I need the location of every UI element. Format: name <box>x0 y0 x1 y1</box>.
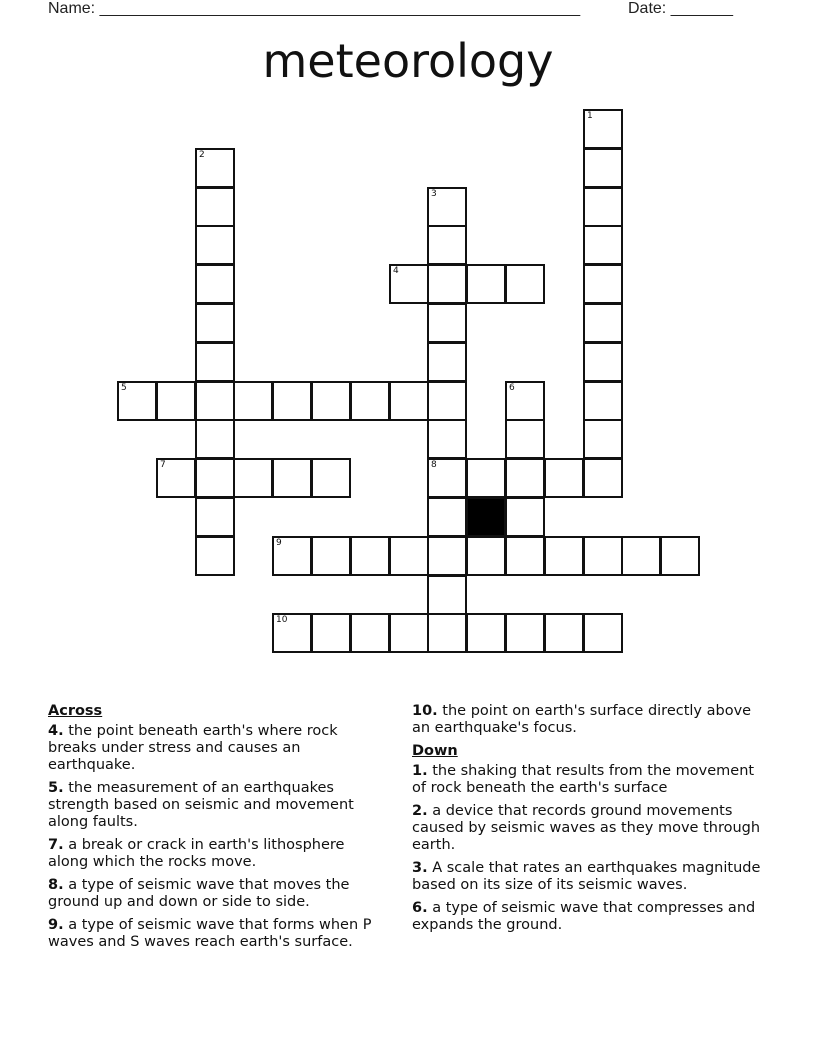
crossword-cell[interactable] <box>195 303 235 343</box>
crossword-cell[interactable] <box>156 458 196 498</box>
clue-number: 5. <box>48 780 64 796</box>
clue-text: the shaking that results from the movement of rock beneath the earth's surface <box>412 763 755 796</box>
crossword-cell[interactable] <box>233 381 273 421</box>
crossword-cell[interactable] <box>660 536 700 576</box>
clue-number: 1. <box>412 763 428 779</box>
date-field-label: Date: _______ <box>628 0 733 17</box>
cell-number: 3 <box>431 189 437 199</box>
across-clue <box>48 917 388 951</box>
crossword-cell[interactable] <box>195 225 235 265</box>
crossword-cell[interactable] <box>466 536 506 576</box>
crossword-cell[interactable] <box>272 613 312 653</box>
crossword-cell[interactable] <box>195 458 235 498</box>
crossword-cell[interactable] <box>466 613 506 653</box>
crossword-cell[interactable] <box>195 264 235 304</box>
down-clue <box>412 803 772 854</box>
cell-number: 5 <box>121 383 127 393</box>
clue-number: 10. <box>412 703 438 719</box>
name-field-label: Name: ______________________________________________________ <box>48 0 581 17</box>
crossword-cell[interactable] <box>427 225 467 265</box>
clue-number: 6. <box>412 900 428 916</box>
crossword-cell[interactable] <box>427 342 467 382</box>
clue-number: 7. <box>48 837 64 853</box>
clue-number: 8. <box>48 877 64 893</box>
crossword-cell[interactable] <box>389 381 429 421</box>
crossword-cell[interactable] <box>195 148 235 188</box>
crossword-cell[interactable] <box>505 613 545 653</box>
crossword-cell[interactable] <box>427 303 467 343</box>
crossword-cell[interactable] <box>466 458 506 498</box>
crossword-cell[interactable] <box>195 419 235 459</box>
clue-text: a break or crack in earth's lithosphere along which the rocks move. <box>48 837 345 870</box>
across-clue <box>48 837 388 871</box>
crossword-cell[interactable] <box>583 381 623 421</box>
crossword-cell[interactable] <box>311 458 351 498</box>
crossword-cell[interactable] <box>195 381 235 421</box>
crossword-cell[interactable] <box>427 458 467 498</box>
down-clue <box>412 763 772 797</box>
crossword-cell[interactable] <box>505 497 545 537</box>
down-clue <box>412 860 772 894</box>
cell-number: 2 <box>199 150 205 160</box>
crossword-cell[interactable] <box>583 458 623 498</box>
crossword-cell[interactable] <box>427 536 467 576</box>
crossword-cell[interactable] <box>544 613 584 653</box>
crossword-cell[interactable] <box>195 342 235 382</box>
down-clue <box>412 900 772 934</box>
across-clue <box>412 703 772 737</box>
across-clue <box>48 780 388 831</box>
across-clue <box>48 723 388 774</box>
cell-number: 7 <box>160 460 166 470</box>
crossword-cell[interactable] <box>350 381 390 421</box>
crossword-cell[interactable] <box>272 458 312 498</box>
crossword-cell[interactable] <box>427 575 467 615</box>
page-title: meteorology <box>262 34 554 88</box>
crossword-cell[interactable] <box>233 458 273 498</box>
crossword-cell[interactable] <box>621 536 661 576</box>
crossword-cell[interactable] <box>466 264 506 304</box>
crossword-cell[interactable] <box>389 264 429 304</box>
clue-number: 9. <box>48 917 64 933</box>
crossword-cell[interactable] <box>505 458 545 498</box>
crossword-cell[interactable] <box>583 342 623 382</box>
crossword-cell[interactable] <box>505 264 545 304</box>
crossword-cell[interactable] <box>427 613 467 653</box>
crossword-cell[interactable] <box>427 419 467 459</box>
crossword-cell[interactable] <box>583 264 623 304</box>
clue-number: 4. <box>48 723 64 739</box>
clue-text: a type of seismic wave that forms when P waves and S waves reach earth's surface. <box>48 917 372 950</box>
crossword-cell[interactable] <box>350 613 390 653</box>
crossword-cell[interactable] <box>311 381 351 421</box>
crossword-cell[interactable] <box>583 187 623 227</box>
crossword-cell[interactable] <box>195 187 235 227</box>
crossword-cell[interactable] <box>311 613 351 653</box>
crossword-cell[interactable] <box>544 536 584 576</box>
crossword-cell[interactable] <box>311 536 351 576</box>
crossword-cell[interactable] <box>583 536 623 576</box>
cell-number: 8 <box>431 460 437 470</box>
crossword-cell[interactable] <box>544 458 584 498</box>
cell-number: 9 <box>276 538 282 548</box>
clue-number: 3. <box>412 860 428 876</box>
clue-text: a type of seismic wave that moves the ground up and down or side to side. <box>48 877 350 910</box>
crossword-cell[interactable] <box>427 381 467 421</box>
crossword-cell[interactable] <box>427 187 467 227</box>
crossword-cell[interactable] <box>195 536 235 576</box>
crossword-cell[interactable] <box>583 303 623 343</box>
crossword-cell[interactable] <box>350 536 390 576</box>
crossword-cell[interactable] <box>505 381 545 421</box>
clue-number: 2. <box>412 803 428 819</box>
crossword-cell[interactable] <box>427 497 467 537</box>
crossword-cell[interactable] <box>272 536 312 576</box>
clue-text: a device that records ground movements caused by seismic waves as they move through earth. <box>412 803 761 853</box>
cell-number: 4 <box>393 266 399 276</box>
crossword-cell[interactable] <box>272 381 312 421</box>
clues-right-column <box>412 703 772 940</box>
crossword-cell[interactable] <box>389 536 429 576</box>
crossword-cell[interactable] <box>583 419 623 459</box>
clue-text: a type of seismic wave that compresses and expands the ground. <box>412 900 756 933</box>
clue-text: the measurement of an earthquakes strength based on seismic and movement along faults. <box>48 780 354 830</box>
clue-text: A scale that rates an earthquakes magnitude based on its size of its seismic waves. <box>412 860 761 893</box>
clues-left-column <box>48 703 388 957</box>
crossword-cell[interactable] <box>583 148 623 188</box>
crossword-cell[interactable] <box>583 109 623 149</box>
crossword-cell[interactable] <box>156 381 196 421</box>
crossword-cell[interactable] <box>389 613 429 653</box>
crossword-cell[interactable] <box>117 381 157 421</box>
cell-number: 10 <box>276 615 288 625</box>
crossword-cell[interactable] <box>195 497 235 537</box>
clue-text: the point beneath earth's where rock breaks under stress and causes an earthquake. <box>48 723 338 773</box>
crossword-block <box>466 497 506 537</box>
cell-number: 6 <box>509 383 515 393</box>
crossword-cell[interactable] <box>583 613 623 653</box>
down-heading: Down <box>412 743 458 759</box>
cell-number: 1 <box>587 111 593 121</box>
across-clue <box>48 877 388 911</box>
across-heading: Across <box>48 703 103 719</box>
clue-text: the point on earth's surface directly above an earthquake's focus. <box>412 703 752 736</box>
crossword-cell[interactable] <box>583 225 623 265</box>
crossword-cell[interactable] <box>505 419 545 459</box>
crossword-cell[interactable] <box>427 264 467 304</box>
crossword-cell[interactable] <box>505 536 545 576</box>
